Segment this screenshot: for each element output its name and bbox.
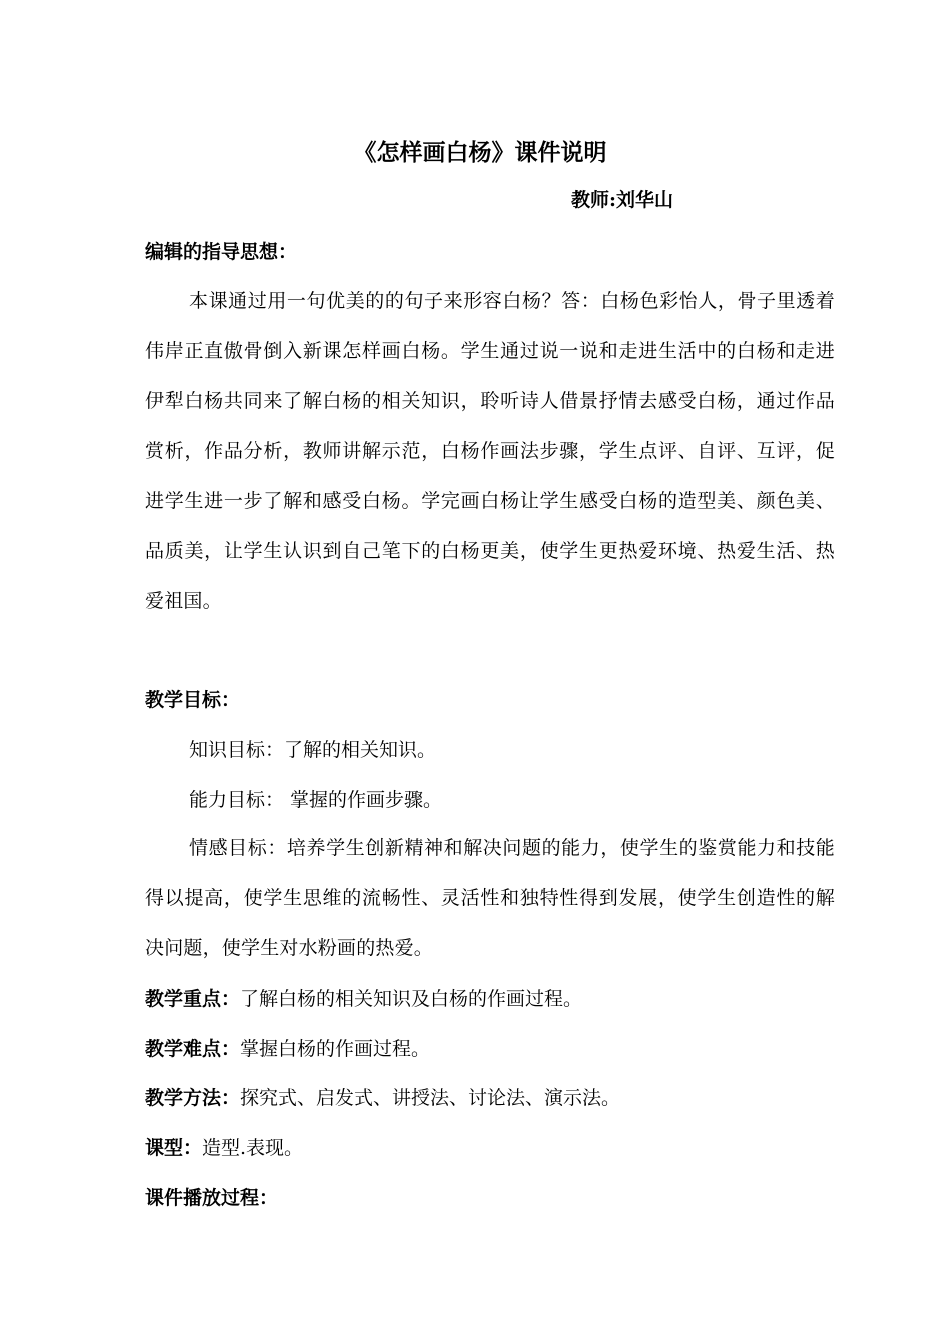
guiding-paragraph: 本课通过用一句优美的的句子来形容白杨？答：白杨色彩怡人，骨子里透着伟岸正直傲骨倒入新课怎样画白杨。学生通过说一说和走进生活中的白杨和走进伊犁白杨共同来了解白杨的相关知识，聆听诗人借景抒情去感受白杨，通过作品赏析，作品分析，教师讲解示范，白杨作画法步骤，学生点评、自评、互评，促进学生进一步了解和感受白杨。学完画白杨让学生感受白杨的造型美、颜色美、品质美，让学生认识到自己笔下的白杨更美，使学生更热爱环境、热爱生活、热爱祖国。: [145, 290, 835, 612]
type-label: 课型：: [145, 1137, 203, 1159]
goal-emotion: 情感目标：培养学生创新精神和解决问题的能力，使学生的鉴赏能力和技能得以提高，使学生思维的流畅性、灵活性和独特性得到发展，使学生创造性的解决问题，使学生对水粉画的热爱。: [145, 837, 835, 959]
teacher-name: 教师:刘华山: [571, 189, 674, 211]
type-text: 造型.表现。: [202, 1137, 304, 1159]
key-text: 了解白杨的相关知识及白杨的作画过程。: [240, 988, 583, 1010]
process-heading: 课件播放过程：: [145, 1187, 279, 1209]
difficulty-text: 掌握白杨的作画过程。: [240, 1038, 431, 1060]
method-text: 探究式、启发式、讲授法、讨论法、演示法。: [240, 1087, 621, 1109]
lesson-type: [145, 1132, 303, 1164]
teaching-difficulty: [145, 1033, 430, 1065]
method-label: 教学方法：: [145, 1087, 241, 1109]
goal-ability: 能力目标： 掌握的作画步骤。: [189, 789, 443, 811]
teaching-key-point: [145, 983, 582, 1015]
document-title: 《怎样画白杨》课件说明: [353, 139, 607, 166]
goals-heading: 教学目标：: [145, 689, 241, 711]
guiding-heading: 编辑的指导思想：: [145, 241, 298, 263]
goal-knowledge: 知识目标：了解的相关知识。: [189, 739, 437, 761]
teaching-method: [145, 1082, 620, 1114]
key-label: 教学重点：: [145, 988, 241, 1010]
difficulty-label: 教学难点：: [145, 1038, 241, 1060]
